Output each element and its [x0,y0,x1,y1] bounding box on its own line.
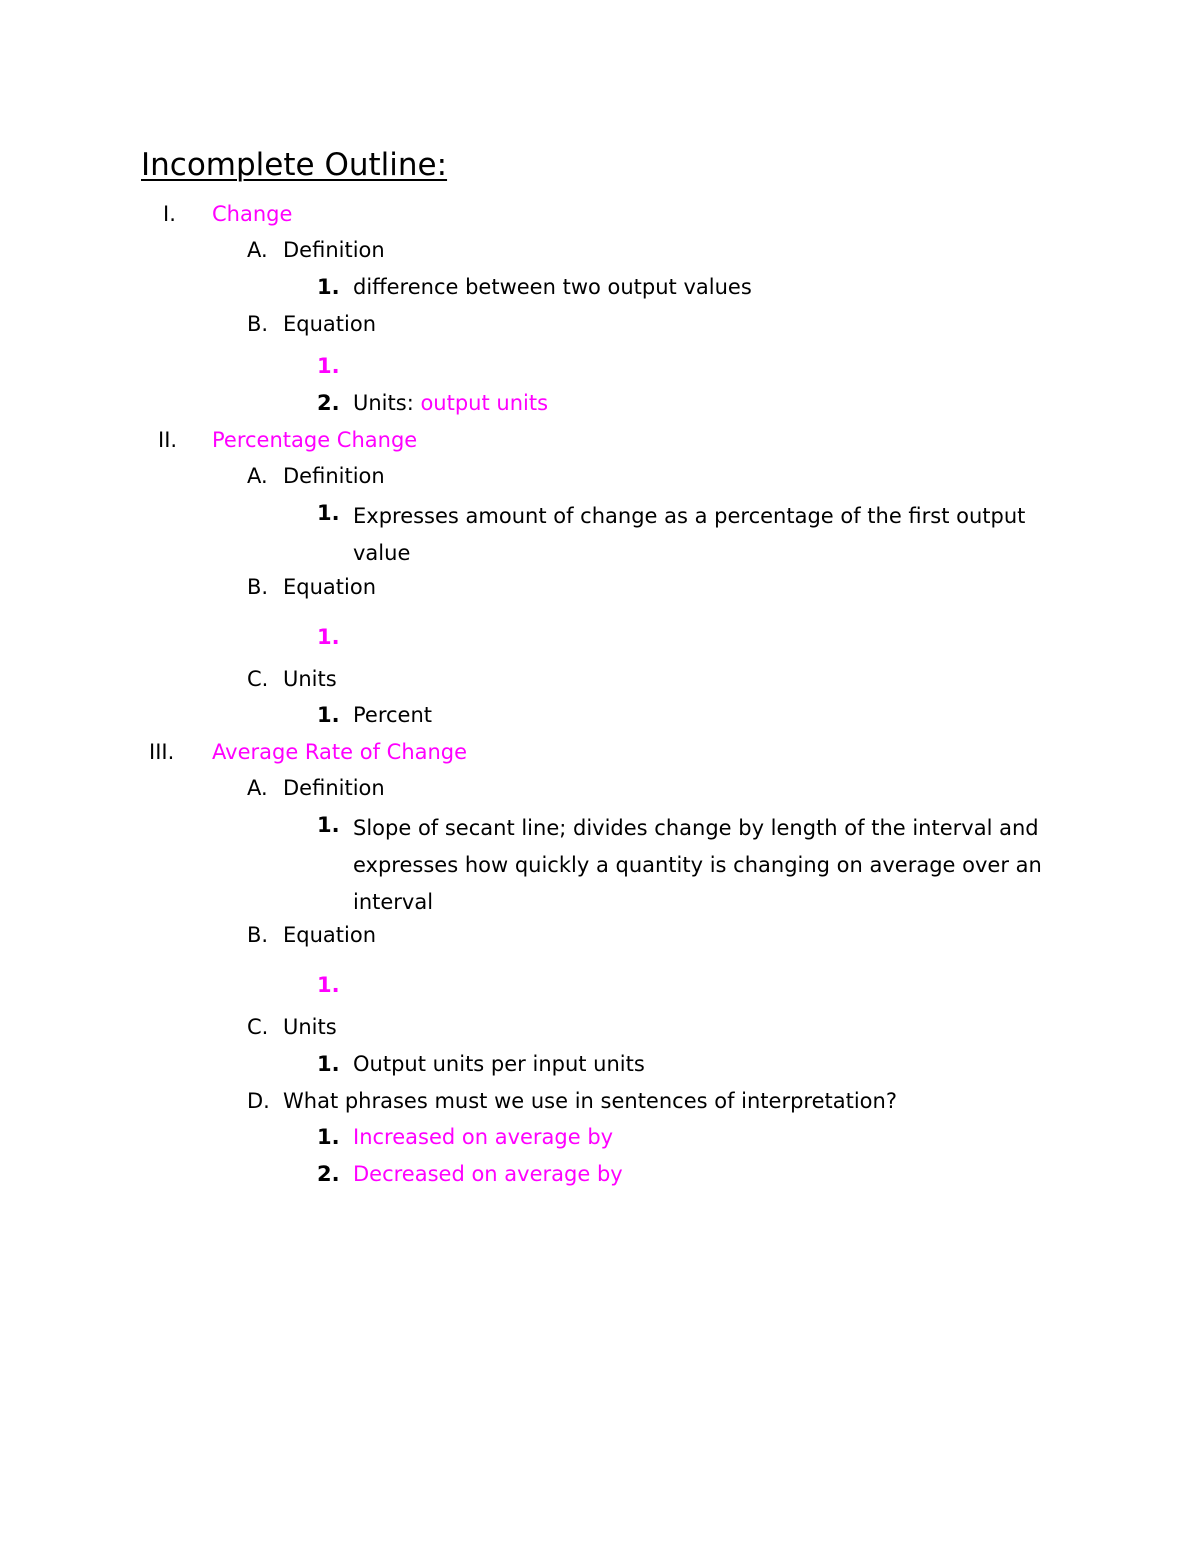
item-marker: 2. [317,1162,340,1186]
item-label: Definition [283,464,385,488]
item-text: Expresses amount of change as a percentage of the first output value [353,504,1026,565]
item-text: Decreased on average by [353,1162,623,1186]
outline-item-iii-a [247,773,747,803]
outline-item-iii-a-1 [317,810,1077,921]
outline-item-ii-c-1 [317,700,817,730]
outline-item-i-b [247,309,747,339]
section-heading: Percentage Change [212,428,418,452]
item-marker: 1. [317,501,340,525]
item-text: Output units per input units [353,1052,645,1076]
outline-item-iii-c [247,1012,747,1042]
outline-item-ii-a [247,461,747,491]
outline-item-i-b-1 [317,351,617,381]
item-marker: A. [247,238,268,262]
outline-section-iii [149,737,649,767]
item-marker: 1. [317,813,340,837]
section-heading: Change [212,202,293,226]
item-label: Equation [283,923,377,947]
section-numeral: I. [163,202,176,226]
section-heading: Average Rate of Change [212,740,468,764]
item-marker: D. [247,1089,270,1113]
item-label: Equation [283,575,377,599]
item-text: Increased on average by [353,1125,614,1149]
outline-item-i-a [247,235,747,265]
item-marker: A. [247,776,268,800]
item-marker: C. [247,1015,269,1039]
outline-section-ii [158,425,658,455]
outline-item-ii-b-1 [317,622,617,652]
item-label: Equation [283,312,377,336]
item-marker: 1. [317,703,340,727]
item-marker: A. [247,464,268,488]
outline-item-iii-d-1 [317,1122,917,1152]
item-text: Percent [353,703,433,727]
item-marker: 2. [317,391,340,415]
item-marker: B. [247,312,269,336]
item-label: Definition [283,238,385,262]
outline-section-i [163,199,663,229]
item-text: Slope of secant line; divides change by length of the interval and expresses how quickly a quantity is changing on average over an interval [353,816,1042,914]
item-marker: C. [247,667,269,691]
outline-item-iii-d-2 [317,1159,917,1189]
item-marker: 1. [317,275,340,299]
item-marker: 1. [317,354,340,378]
outline-item-iii-b [247,920,747,950]
outline-item-iii-c-1 [317,1049,917,1079]
outline-item-ii-c [247,664,747,694]
item-text: difference between two output values [353,275,752,299]
page-title: Incomplete Outline: [141,147,448,183]
item-label: Definition [283,776,385,800]
section-numeral: III. [149,740,175,764]
outline-item-ii-b [247,572,747,602]
item-marker: B. [247,923,269,947]
units-value: output units [420,391,549,415]
item-marker: 1. [317,625,340,649]
item-text [353,388,548,418]
item-marker: 1. [317,973,340,997]
item-marker: 1. [317,1052,340,1076]
outline-item-i-b-2 [317,388,917,418]
item-marker: 1. [317,1125,340,1149]
units-label: Units: [353,391,414,415]
item-label: Units [283,667,337,691]
item-label: Units [283,1015,337,1039]
item-marker: B. [247,575,269,599]
outline-item-iii-b-1 [317,970,617,1000]
outline-item-iii-d [247,1086,1047,1116]
outline-item-ii-a-1 [317,498,1057,572]
section-numeral: II. [158,428,178,452]
outline-item-i-a-1 [317,272,917,302]
item-label: What phrases must we use in sentences of interpretation? [283,1089,897,1113]
